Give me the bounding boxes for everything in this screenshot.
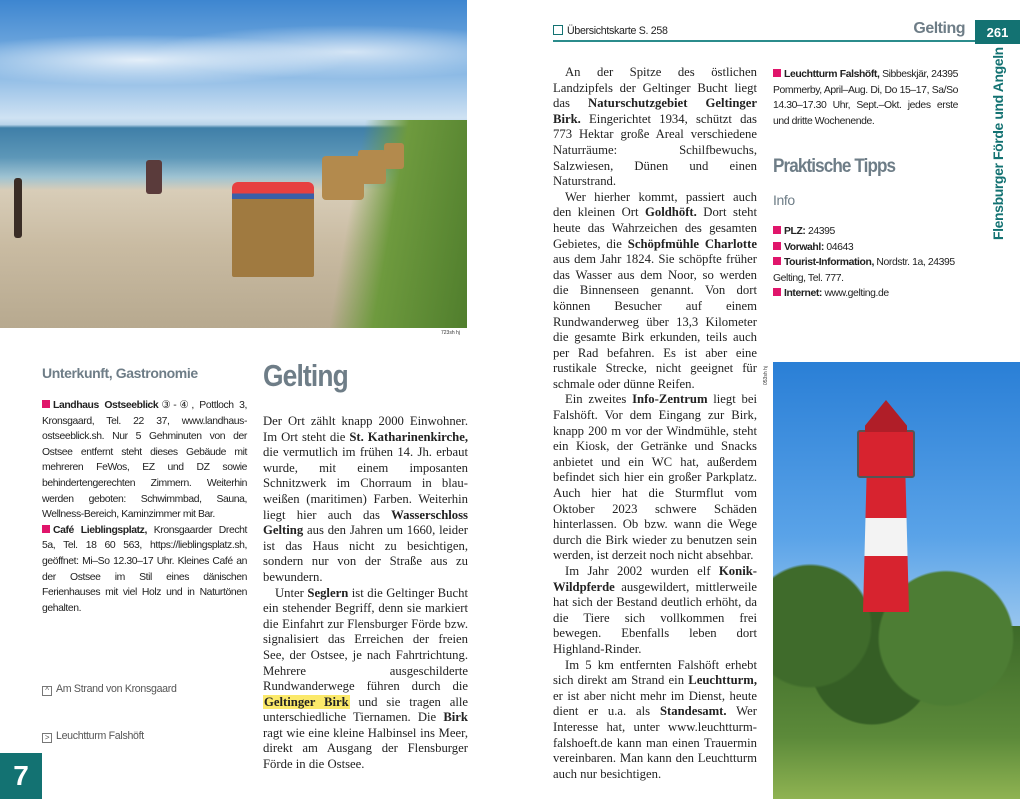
text-run: aus den Jahren um 1660, leider ist das Haus nicht zu besichtigen, sondern nur von der Straße aus zu bewundern.: [263, 523, 468, 584]
map-reference-text: Übersichtskarte S. 258: [567, 25, 668, 37]
entry-name: PLZ:: [784, 226, 806, 237]
rating: ③-④: [158, 400, 192, 411]
main-text: [263, 414, 468, 773]
running-head-title: Gelting: [913, 20, 965, 37]
entry-text: 24395: [805, 226, 835, 237]
highlighted-term: Geltinger Birk: [264, 694, 349, 709]
running-header: [553, 22, 975, 42]
paragraph: [553, 658, 757, 783]
paragraph: [553, 392, 757, 564]
text-run: An der Spitze des östlichen Landzipfels der Geltinger Bucht liegt das: [553, 65, 757, 111]
entry-text: 04643: [823, 241, 854, 253]
info-item: [773, 224, 958, 240]
practical-tips-heading: Praktische Tipps: [773, 156, 896, 177]
photo-credit-text: 053sh hj: [763, 366, 769, 385]
paragraph: [263, 414, 468, 586]
info-item: [773, 255, 958, 286]
lighthouse-lantern: [857, 430, 915, 478]
entry-name: Leuchtturm Falshöft,: [784, 69, 880, 80]
text-run: ausgewildert, mittlerweile hat sich der Bestand deutlich erhöht, da die Tiere sich vollkommen frei bewegen. Ebenfalls leben dort Highland-Rinder.: [553, 579, 757, 656]
bullet-square-icon: [42, 525, 50, 533]
text-run: Wer Interesse hat, unter www.leuchtturm-falshoeft.de kann man einen Trauermin vereinbaren. Man kann den Leuchtturm auch nur besichtigen.: [553, 704, 757, 781]
caption-beach: [42, 683, 177, 696]
info-list: [773, 224, 958, 302]
lighthouse-photo: [773, 362, 1020, 799]
text-run: und sie tragen alle unterschiedliche Tiernamen. Die: [263, 694, 469, 725]
bold-term: Birk: [443, 710, 468, 725]
caption-lighthouse: [42, 730, 144, 743]
bold-term: Leuchtturm,: [688, 673, 757, 688]
clouds: [0, 20, 467, 100]
text-run: Dort steht heute das Wahrzeichen des gesamten Gebietes, die: [553, 205, 757, 251]
paragraph: [553, 65, 757, 190]
entry-name: Landhaus Ostseeblick: [53, 400, 159, 411]
bullet-square-icon: [773, 242, 781, 250]
person: [146, 160, 162, 194]
bold-term: Naturschutzgebiet Geltinger Birk.: [553, 96, 757, 126]
entry-text: Nordstr. 1a, 24395 Gelting, Tel. 777.: [773, 257, 955, 284]
text-run: ist die Geltinger Bucht ein stehender Begriff, denn sie markiert die Einfahrt zur Flensburger Förde bzw. signalisiert das Erreichen der freien See, der Ostsee, je nach Fahrtrichtung. Mehrere ausgeschilderte Rundwanderwege führen durch die: [263, 585, 468, 694]
info-item: [773, 286, 958, 302]
chapter-title: Flensburger Förde und Angeln: [990, 47, 1006, 240]
arrow-right-icon: >: [42, 733, 52, 743]
text-run: die vermutlich im frühen 14. Jh. erbaut wurde, mit einem imposanten Schnitzwerk im Chorraum in blau-weißen (maritimen) Farben. Weiterhin liegt hier auch das: [263, 445, 468, 522]
bold-term: Wasserschloss Gelting: [263, 507, 468, 538]
text-run: Ein zweites: [565, 392, 633, 407]
entry-text: Kronsgaarder Drecht 5a, Tel. 18 60 563, https://lieblingsplatz.sh, geöffnet: Mi–So 12.30–17 Uhr. Kleines Café an der Ostsee im Stil eines dänischen Ferienhauses mit viel Holz und in Naturtönen gehalten.: [42, 524, 247, 614]
page-number-tab: [0, 753, 42, 799]
person: [14, 178, 22, 238]
lighthouse-tower: [863, 472, 909, 612]
map-reference[interactable]: [553, 25, 668, 37]
text-run: Wer hierher kommt, passiert auch den kleinen Ort: [553, 189, 757, 220]
text-run: Im 5 km entfernten Falshöft erhebt sich direkt am Strand ein: [553, 657, 757, 688]
accommodation-list: [42, 398, 247, 616]
info-item: [773, 240, 958, 256]
text-run: aus dem Jahr 1824. Sie schöpfte früher das Wasser aus dem Noor, so werden die Binnenseen genannt. Von dort können Besucher auf einem Rundwanderweg über 13,3 Kilometer die gesamte Birk erkunden, teils auch per Rad befahren. Es ist aber eine rustikale Strecke, nicht geeignet für schmale oder dünne Reifen.: [553, 252, 757, 391]
sidebar-heading: Unterkunft, Gastronomie: [42, 365, 198, 381]
entry-text: , Pottloch 3, Kronsgaard, Tel. 22 37, www.landhaus-ostseeblick.sh. Nur 5 Gehminuten von der Ostsee entfernt steht dieses Gebäude mit mehreren FeWos, EZ und DZ sowie behindertengerechten Zimmern. Weiterhin werden geboten: Schwimmbad, Sauna, Wellness-Bereich, Kaminzimmer mit Bar.: [42, 400, 248, 521]
photo-credit: 723sh hj: [441, 330, 460, 336]
caption-text: Leuchtturm Falshöft: [56, 730, 144, 742]
text-run: Unter: [275, 585, 308, 600]
caption-text: Am Strand von Kronsgaard: [56, 683, 177, 695]
map-square-icon: [553, 25, 563, 35]
bullet-square-icon: [773, 257, 781, 265]
bold-term: Standesamt.: [659, 704, 727, 719]
paragraph: [263, 586, 468, 773]
beach-chair: [358, 150, 386, 184]
bullet-square-icon: [42, 400, 50, 408]
text-run: liegt bei Falshöft. Vor dem Eingang zur Birk, knapp 200 m vor der Windmühle, steht ein Kiosk, der Getränke und Snacks anbietet und ein WC hat, außerdem befindet sich hier ein großer Parkplatz. Auch hier hat die Sturmflut vom Oktober 2023 schwere Schäden hinterlassen. Ob bzw. wann die Wege durch die Birk wieder zu benutzen sein werden, ist derzeit noch nicht absehbar.: [553, 392, 757, 563]
page-title: Gelting: [263, 358, 348, 393]
page-number: 7: [13, 760, 29, 791]
bold-term: St. Katharinenkirche,: [349, 429, 468, 444]
entry-name: Café Lieblingsplatz,: [53, 524, 147, 536]
entry-name: Tourist-Information,: [784, 257, 874, 269]
arrow-up-icon: ^: [42, 686, 52, 696]
entry-name: Internet:: [784, 288, 822, 300]
entry-text: www.gelting.de: [821, 288, 889, 300]
page-number-box: [975, 20, 1020, 44]
entry-text: Sibbeskjär, 24395 Pommerby, April–Aug. Di, Do 15–17, Sa/So 14.30–17.30 Uhr, Sept.–Okt. jedes erste und dritte Wochenende.: [773, 69, 958, 127]
beach-photo: [0, 0, 467, 328]
photo-credit: [763, 366, 769, 385]
entry-name: Vorwahl:: [784, 241, 824, 253]
info-heading: Info: [773, 192, 795, 208]
list-item: [773, 67, 958, 129]
lighthouse-entry: [773, 67, 958, 129]
chapter-side-tab: [990, 47, 1010, 260]
list-item: [42, 523, 247, 617]
beach-chair: [232, 182, 314, 277]
paragraph: [553, 564, 757, 658]
main-text-right: [553, 65, 757, 782]
paragraph: [553, 190, 757, 393]
bold-term: Goldhöft.: [645, 205, 697, 220]
bullet-square-icon: [773, 69, 781, 77]
list-item: [42, 398, 247, 523]
page-number: 261: [986, 25, 1009, 40]
bullet-square-icon: [773, 288, 781, 296]
lighthouse-roof: [865, 400, 907, 432]
text-run: Der Ort zählt knapp 2000 Einwohner. Im Ort steht die: [263, 414, 468, 444]
bold-term: Info-Zentrum: [632, 392, 708, 407]
beach-chair: [384, 143, 404, 169]
bullet-square-icon: [773, 226, 781, 234]
text-run: ragt wie eine kleine Halbinsel ins Meer, direkt am Ausgang der Flensburger Förde in die Ostsee.: [263, 725, 468, 772]
text-run: Eingerichtet 1934, schützt das 773 Hektar große Areal verschiedene Naturräume: Schilfbewuchs, Salzwiesen, Dünen und einen Naturstrand.: [553, 111, 757, 189]
text-run: Im Jahr 2002 wurden elf: [565, 564, 719, 578]
bold-term: Schöpfmühle Charlotte: [627, 236, 757, 251]
bold-term: Konik-Wildpferde: [553, 564, 757, 594]
bold-term: Seglern: [307, 585, 349, 600]
text-run: er ist aber nicht mehr im Dienst, heute dient er u.a. als: [553, 688, 757, 719]
